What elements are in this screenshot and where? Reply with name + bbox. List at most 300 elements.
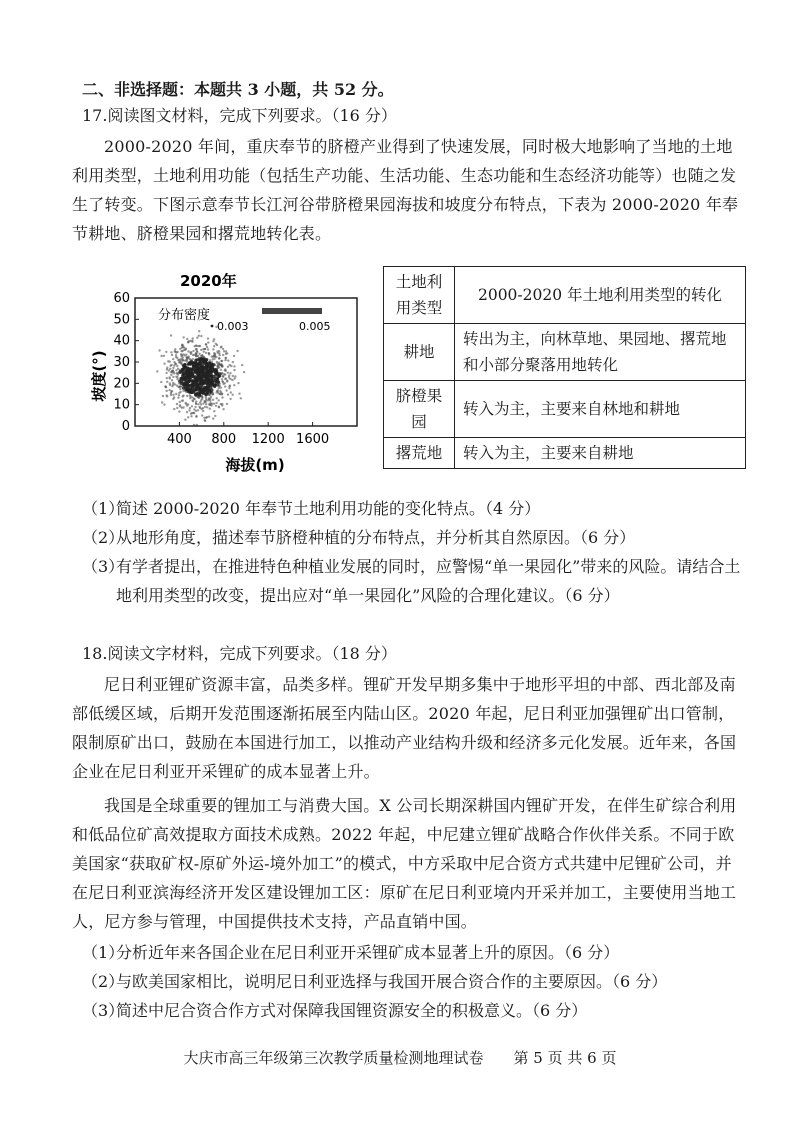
x-tick-label: 1200	[251, 432, 285, 447]
scatter-point	[190, 413, 192, 415]
scatter-point	[199, 401, 201, 403]
scatter-point	[206, 380, 209, 383]
y-tick-label: 50	[113, 312, 130, 328]
scatter-point	[212, 399, 214, 401]
scatter-point	[185, 371, 188, 374]
scatter-point	[196, 337, 198, 339]
scatter-point	[204, 406, 206, 408]
scatter-point	[223, 350, 225, 352]
scatter-point	[213, 410, 215, 412]
scatter-point	[197, 409, 199, 411]
legend-low-dot	[211, 325, 214, 328]
scatter-point	[222, 375, 224, 377]
scatter-point	[199, 386, 202, 389]
scatter-point	[168, 376, 170, 378]
scatter-point	[202, 375, 205, 378]
scatter-point	[186, 358, 188, 360]
scatter-point	[199, 391, 202, 394]
scatter-point	[211, 379, 214, 382]
scatter-point	[178, 394, 180, 396]
scatter-point	[211, 370, 214, 373]
scatter-point	[205, 398, 207, 400]
section-title: 二、非选择题：本题共 3 小题，共 52 分。	[82, 80, 394, 99]
legend-high: 0.005	[299, 320, 331, 333]
scatter-point	[194, 406, 196, 408]
scatter-point	[186, 411, 188, 413]
x-tick-label: 800	[211, 432, 237, 447]
scatter-point	[199, 364, 202, 367]
scatter-point	[191, 341, 193, 343]
scatter-point	[193, 368, 196, 371]
question-number: （2）	[82, 528, 125, 547]
x-tick-label: 400	[166, 432, 192, 447]
question-text: 从地形角度，描述奉节脐橙种植的分布特点，并分析其自然原因。（6 分）	[116, 528, 636, 547]
scatter-point	[234, 375, 236, 377]
scatter-point	[222, 348, 224, 350]
scatter-point	[222, 354, 224, 356]
q18-sub2	[82, 967, 742, 996]
scatter-point	[220, 369, 222, 371]
scatter-point	[232, 361, 234, 363]
scatter-points	[156, 326, 245, 426]
scatter-point	[188, 409, 190, 411]
density-legend	[158, 307, 331, 333]
scatter-point	[218, 357, 220, 359]
scatter-point	[213, 384, 216, 387]
scatter-point	[211, 363, 214, 366]
scatter-point	[186, 374, 189, 377]
scatter-point	[213, 354, 215, 356]
scatter-point	[218, 406, 220, 408]
scatter-point	[169, 365, 171, 367]
scatter-point	[214, 379, 217, 382]
scatter-point	[192, 337, 194, 339]
scatter-point	[228, 387, 230, 389]
q18-sub1	[82, 938, 742, 967]
scatter-point	[172, 394, 174, 396]
scatter-point	[164, 385, 166, 387]
scatter-point	[215, 402, 217, 404]
scatter-point	[187, 363, 190, 366]
scatter-point	[237, 382, 239, 384]
question-text: 与欧美国家相比，说明尼日利亚选择与我国开展合资合作的主要原因。（6 分）	[116, 972, 668, 991]
legend-title: 分布密度	[158, 308, 211, 323]
scatter-point	[171, 390, 173, 392]
scatter-point	[196, 362, 199, 365]
scatter-point	[198, 397, 200, 399]
scatter-point	[166, 381, 168, 383]
scatter-point	[198, 330, 200, 332]
scatter-point	[171, 379, 173, 381]
scatter-point	[165, 394, 167, 396]
scatter-point	[170, 374, 172, 376]
scatter-point	[240, 397, 242, 399]
scatter-point	[179, 388, 181, 390]
scatter-point	[196, 345, 198, 347]
scatter-point	[221, 396, 223, 398]
scatter-point	[206, 406, 208, 408]
scatter-point	[163, 403, 165, 405]
scatter-point	[171, 385, 173, 387]
scatter-point	[170, 334, 172, 336]
scatter-point	[176, 365, 178, 367]
scatter-point	[233, 355, 235, 357]
scatter-point	[195, 402, 197, 404]
scatter-point	[173, 408, 175, 410]
scatter-point	[207, 341, 209, 343]
scatter-point	[220, 373, 222, 375]
scatter-point	[233, 369, 235, 371]
q18-heading: 18.阅读文字材料，完成下列要求。（18 分）	[82, 644, 397, 663]
scatter-point	[163, 363, 165, 365]
scatter-point	[226, 403, 228, 405]
scatter-point	[177, 359, 179, 361]
scatter-point	[198, 335, 200, 337]
scatter-point	[175, 393, 177, 395]
scatter-point	[183, 336, 185, 338]
scatter-point	[233, 384, 235, 386]
scatter-point	[185, 391, 187, 393]
scatter-point	[179, 401, 181, 403]
scatter-point	[224, 359, 226, 361]
scatter-point	[232, 375, 234, 377]
scatter-point	[186, 338, 188, 340]
scatter-point	[213, 345, 215, 347]
table-header-type: 土地利用类型	[384, 267, 455, 324]
scatter-point	[201, 398, 203, 400]
scatter-point	[225, 353, 227, 355]
scatter-point	[171, 370, 173, 372]
q17-sub2	[82, 523, 742, 552]
q18-material-2: 我国是全球重要的锂加工与消费大国。X 公司长期深耕国内锂矿开发，在伴生矿综合利用和低品位矿高效提取方面技术成熟。2022 年起，中尼建立锂矿战略合作伙伴关系。不同于欧美国家“获取矿权-原矿外运-境外加工”的模式，中方采取中尼合资方式共建中尼锂矿公司，并在尼日利亚滨海经济开发区建设锂加工区：原矿在尼日利亚境内开采并加工，主要使用当地工人，尼方参与管理，中国提供技术支持，产品直销中国。	[72, 796, 737, 931]
scatter-point	[200, 335, 202, 337]
scatter-point	[181, 368, 184, 371]
table-cell-change: 转出为主，向林草地、果园地、撂荒地和小部分聚落用地转化	[455, 324, 746, 381]
scatter-point	[189, 359, 191, 361]
scatter-point	[214, 415, 216, 417]
scatter-point	[209, 408, 211, 410]
scatter-point	[175, 369, 177, 371]
scatter-point	[207, 348, 209, 350]
scatter-point	[182, 395, 184, 397]
scatter-point	[188, 356, 190, 358]
scatter-point	[213, 403, 215, 405]
scatter-point	[201, 355, 203, 357]
scatter-point	[201, 371, 204, 374]
scatter-point	[173, 364, 175, 366]
scatter-point	[227, 393, 229, 395]
scatter-point	[238, 393, 240, 395]
scatter-point	[225, 370, 227, 372]
scatter-point	[182, 390, 184, 392]
scatter-point	[176, 407, 178, 409]
scatter-point	[204, 419, 206, 421]
scatter-point	[220, 403, 222, 405]
q18-sub3	[82, 996, 742, 1025]
table-row	[384, 324, 746, 381]
scatter-point	[165, 372, 167, 374]
question-text: 分析近年来各国企业在尼日利亚开采锂矿成本显著上升的原因。（6 分）	[116, 943, 620, 962]
scatter-point	[218, 366, 220, 368]
question-text: 简述 2000-2020 年奉节土地利用功能的变化特点。（4 分）	[116, 499, 541, 518]
scatter-point	[195, 386, 198, 389]
x-tick-label: 1600	[296, 432, 330, 447]
scatter-point	[224, 374, 226, 376]
question-number: （3）	[82, 557, 125, 576]
scatter-point	[158, 349, 160, 351]
scatter-point	[194, 365, 197, 368]
y-tick-label: 20	[113, 376, 130, 392]
scatter-point	[161, 401, 163, 403]
scatter-point	[181, 346, 183, 348]
scatter-point	[178, 361, 180, 363]
page-footer: 大庆市高三年级第三次教学质量检测地理试卷 第 5 页 共 6 页	[183, 1049, 617, 1067]
y-tick-label: 10	[113, 397, 130, 413]
scatter-point	[222, 408, 224, 410]
scatter-point	[197, 369, 200, 372]
scatter-point	[193, 398, 195, 400]
table-cell-type: 撂荒地	[384, 438, 455, 469]
scatter-point	[182, 344, 184, 346]
scatter-point	[176, 357, 178, 359]
scatter-point	[177, 397, 179, 399]
scatter-point	[218, 387, 220, 389]
scatter-point	[217, 374, 220, 377]
scatter-point	[212, 348, 214, 350]
legend-bar	[262, 308, 322, 314]
scatter-point	[205, 352, 207, 354]
scatter-point	[208, 397, 210, 399]
question-number: （3）	[82, 1001, 125, 1020]
scatter-point	[171, 354, 173, 356]
scatter-point	[170, 351, 172, 353]
scatter-point	[162, 395, 164, 397]
scatter-point	[183, 346, 185, 348]
scatter-point	[209, 359, 211, 361]
scatter-point	[227, 366, 229, 368]
chart-title: 2020年	[180, 272, 237, 290]
scatter-point	[216, 397, 218, 399]
question-number: （2）	[82, 972, 125, 991]
scatter-point	[232, 394, 234, 396]
scatter-point	[210, 374, 213, 377]
scatter-point	[182, 374, 185, 377]
scatter-point	[225, 357, 227, 359]
scatter-point	[209, 391, 212, 394]
scatter-point	[186, 366, 189, 369]
scatter-point	[190, 371, 193, 374]
scatter-point	[190, 351, 192, 353]
scatter-point	[218, 363, 220, 365]
question-number: （1）	[82, 943, 125, 962]
scatter-point	[224, 382, 226, 384]
scatter-point	[183, 382, 186, 385]
y-axis-label: 坡度(°)	[90, 350, 108, 402]
scatter-point	[192, 354, 194, 356]
scatter-point	[228, 374, 230, 376]
scatter-point	[166, 390, 168, 392]
scatter-point	[183, 363, 186, 366]
chart-svg	[90, 268, 360, 483]
scatter-point	[160, 355, 162, 357]
scatter-point	[180, 377, 183, 380]
scatter-point	[212, 417, 214, 419]
scatter-point	[174, 383, 176, 385]
scatter-point	[233, 365, 235, 367]
y-tick-label: 60	[113, 291, 130, 306]
scatter-point	[194, 381, 197, 384]
scatter-point	[212, 393, 214, 395]
altitude-slope-chart	[90, 268, 360, 483]
scatter-point	[191, 374, 194, 377]
scatter-point	[218, 354, 220, 356]
scatter-point	[206, 346, 208, 348]
scatter-point	[185, 356, 187, 358]
scatter-point	[209, 403, 211, 405]
scatter-point	[191, 396, 193, 398]
scatter-point	[187, 341, 189, 343]
scatter-point	[229, 364, 231, 366]
scatter-point	[173, 396, 175, 398]
scatter-point	[205, 393, 208, 396]
scatter-point	[184, 354, 186, 356]
scatter-point	[189, 407, 191, 409]
scatter-point	[215, 370, 218, 373]
scatter-point	[178, 392, 180, 394]
scatter-point	[220, 346, 222, 348]
y-tick-label: 0	[121, 419, 130, 434]
table-header-row	[384, 267, 746, 324]
scatter-point	[212, 340, 214, 342]
scatter-point	[219, 383, 221, 385]
scatter-point	[172, 367, 174, 369]
scatter-point	[203, 360, 206, 363]
scatter-point	[165, 351, 167, 353]
scatter-point	[198, 406, 200, 408]
scatter-point	[230, 391, 232, 393]
scatter-point	[216, 361, 218, 363]
scatter-point	[205, 403, 207, 405]
scatter-point	[163, 355, 165, 357]
scatter-point	[207, 337, 209, 339]
scatter-point	[202, 407, 204, 409]
scatter-point	[198, 353, 200, 355]
table-cell-change: 转入为主，主要来自耕地	[455, 438, 746, 469]
table-cell-type: 脐橙果园	[384, 381, 455, 438]
scatter-point	[187, 385, 190, 388]
scatter-point	[219, 390, 221, 392]
scatter-point	[186, 405, 188, 407]
scatter-point	[192, 350, 194, 352]
scatter-point	[200, 349, 202, 351]
scatter-point	[168, 389, 170, 391]
scatter-point	[180, 350, 182, 352]
scatter-point	[178, 386, 180, 388]
scatter-point	[227, 359, 229, 361]
scatter-point	[206, 370, 209, 373]
scatter-point	[181, 358, 183, 360]
table-cell-type: 耕地	[384, 324, 455, 381]
scatter-point	[202, 410, 204, 412]
scatter-point	[225, 389, 227, 391]
scatter-point	[201, 414, 203, 416]
scatter-point	[191, 405, 193, 407]
scatter-point	[205, 343, 207, 345]
x-axis-label: 海拔(m)	[225, 456, 285, 474]
q18-material-1: 尼日利亚锂矿资源丰富，品类多样。锂矿开发早期多集中于地形平坦的中部、西北部及南部低缓区域，后期开发范围逐渐拓展至内陆山区。2020 年起，尼日利亚加强锂矿出口管制，限制原矿出口，鼓励在本国进行加工，以推动产业结构升级和经济多元化发展。近年来，各国企业在尼日利亚开采锂矿的成本显著上升。	[72, 675, 737, 781]
scatter-point	[243, 371, 245, 373]
scatter-point	[204, 348, 206, 350]
y-tick-label: 40	[113, 333, 130, 349]
scatter-point	[193, 408, 195, 410]
scatter-point	[208, 416, 210, 418]
scatter-point	[214, 374, 217, 377]
scatter-point	[229, 385, 231, 387]
scatter-point	[181, 400, 183, 402]
scatter-point	[197, 373, 200, 376]
scatter-point	[197, 403, 199, 405]
scatter-point	[202, 402, 204, 404]
scatter-point	[172, 376, 174, 378]
scatter-point	[176, 372, 178, 374]
q17-sub3	[82, 552, 742, 610]
scatter-point	[176, 403, 178, 405]
scatter-point	[241, 364, 243, 366]
table-cell-change: 转入为主，主要来自林地和耕地	[455, 381, 746, 438]
scatter-point	[206, 385, 209, 388]
y-tick-label: 30	[113, 355, 130, 370]
table-row	[384, 438, 746, 469]
legend-low: 0.003	[217, 320, 249, 333]
scatter-point	[191, 385, 194, 388]
scatter-point	[213, 358, 215, 360]
scatter-point	[229, 372, 231, 374]
scatter-point	[176, 378, 178, 380]
scatter-point	[156, 370, 158, 372]
scatter-point	[221, 380, 223, 382]
scatter-point	[191, 362, 194, 365]
land-use-table	[383, 266, 746, 469]
scatter-point	[160, 381, 162, 383]
scatter-point	[215, 391, 217, 393]
scatter-point	[181, 407, 183, 409]
scatter-point	[178, 371, 180, 373]
scatter-point	[172, 358, 174, 360]
scatter-point	[209, 393, 211, 395]
scatter-point	[196, 358, 199, 361]
scatter-point	[187, 416, 189, 418]
scatter-point	[178, 410, 180, 412]
scatter-point	[229, 378, 231, 380]
scatter-point	[196, 393, 199, 396]
q17-sub1	[82, 494, 742, 523]
question-text: 简述中尼合资合作方式对保障我国锂资源安全的积极意义。（6 分）	[116, 1001, 588, 1020]
scatter-point	[184, 349, 186, 351]
scatter-point	[199, 382, 202, 385]
scatter-point	[216, 350, 218, 352]
scatter-point	[175, 351, 177, 353]
scatter-point	[207, 376, 210, 379]
scatter-point	[219, 393, 221, 395]
scatter-point	[190, 415, 192, 417]
scatter-point	[236, 350, 238, 352]
scatter-point	[169, 361, 171, 363]
scatter-point	[221, 378, 223, 380]
question-number: （1）	[82, 499, 125, 518]
scatter-point	[187, 388, 190, 391]
scatter-point	[218, 399, 220, 401]
scatter-point	[184, 419, 186, 421]
